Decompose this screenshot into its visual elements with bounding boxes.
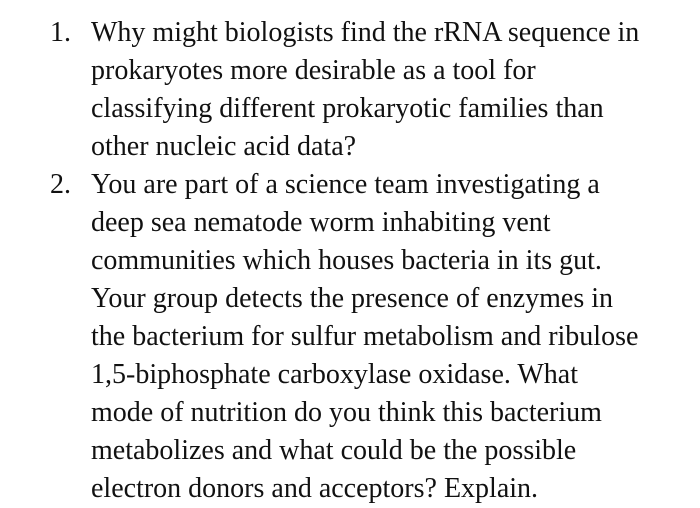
question-2-number: 2. (50, 169, 71, 200)
question-1-line-2: prokaryotes more desirable as a tool for (91, 55, 536, 86)
question-2-line-1: You are part of a science team investigating a (91, 169, 600, 200)
question-1-number: 1. (50, 17, 71, 48)
question-2-line-4: Your group detects the presence of enzymes in (91, 283, 614, 314)
question-1-line-3: classifying different prokaryotic families than (91, 93, 604, 124)
question-2-line-7: mode of nutrition do you think this bacterium (91, 397, 602, 428)
question-2-line-5: the bacterium for sulfur metabolism and ribulose (91, 321, 639, 352)
question-1-line-1: Why might biologists find the rRNA sequence in (91, 17, 640, 48)
question-2-line-9: electron donors and acceptors? Explain. (91, 473, 539, 504)
question-1-line-4: other nucleic acid data? (91, 131, 357, 162)
question-2-line-6: 1,5-biphosphate carboxylase oxidase. What (91, 359, 579, 390)
question-2-line-2: deep sea nematode worm inhabiting vent (91, 207, 551, 238)
question-2-line-3: communities which houses bacteria in its gut. (91, 245, 602, 276)
question-2-line-8: metabolizes and what could be the possible (91, 435, 577, 466)
